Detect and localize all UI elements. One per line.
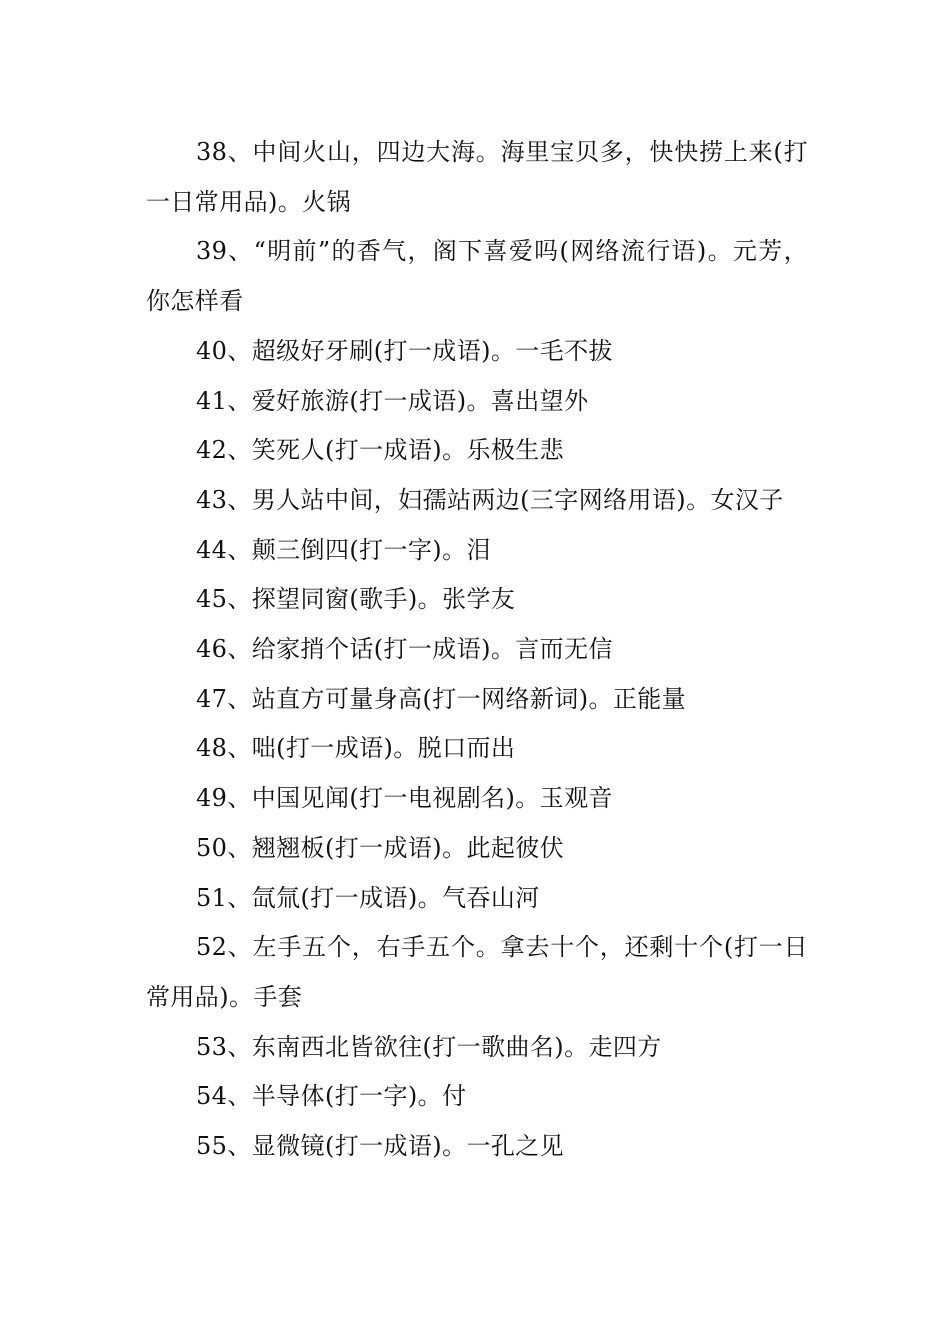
riddle-item-40: 40、超级好牙刷(打一成语)。一毛不拔 xyxy=(196,336,613,365)
riddle-item-39: 39、“明前”的香气，阁下喜爱吗(网络流行语)。元芳，你怎样看 xyxy=(146,237,808,316)
riddle-item-38: 38、中间火山，四边大海。海里宝贝多，快快捞上来(打一日常用品)。火锅 xyxy=(146,138,808,216)
riddle-item-44: 44、颠三倒四(打一字)。泪 xyxy=(196,535,491,564)
riddle-item-46: 46、给家捎个话(打一成语)。言而无信 xyxy=(196,635,613,664)
riddle-item-42: 42、笑死人(打一成语)。乐极生悲 xyxy=(196,436,565,465)
riddle-item-50: 50、翘翘板(打一成语)。此起彼伏 xyxy=(196,833,565,862)
riddle-item-51: 51、氙氚(打一成语)。气吞山河 xyxy=(196,883,540,912)
riddle-item-49: 49、中国见闻(打一电视剧名)。玉观音 xyxy=(196,784,613,813)
riddle-item-43: 43、男人站中间，妇孺站两边(三字网络用语)。女汉子 xyxy=(196,485,784,514)
riddle-list xyxy=(146,128,808,1172)
riddle-item-53: 53、东南西北皆欲往(打一歌曲名)。走四方 xyxy=(196,1032,662,1061)
riddle-item-45: 45、探望同窗(歌手)。张学友 xyxy=(196,585,516,614)
riddle-item-47: 47、站直方可量身高(打一网络新词)。正能量 xyxy=(196,684,687,713)
riddle-item-54: 54、半导体(打一字)。付 xyxy=(196,1082,467,1111)
riddle-item-55: 55、显微镜(打一成语)。一孔之见 xyxy=(196,1132,565,1161)
riddle-item-41: 41、爱好旅游(打一成语)。喜出望外 xyxy=(196,386,589,415)
riddle-item-48: 48、咄(打一成语)。脱口而出 xyxy=(196,734,516,763)
riddle-item-52: 52、左手五个，右手五个。拿去十个，还剩十个(打一日常用品)。手套 xyxy=(146,933,808,1011)
